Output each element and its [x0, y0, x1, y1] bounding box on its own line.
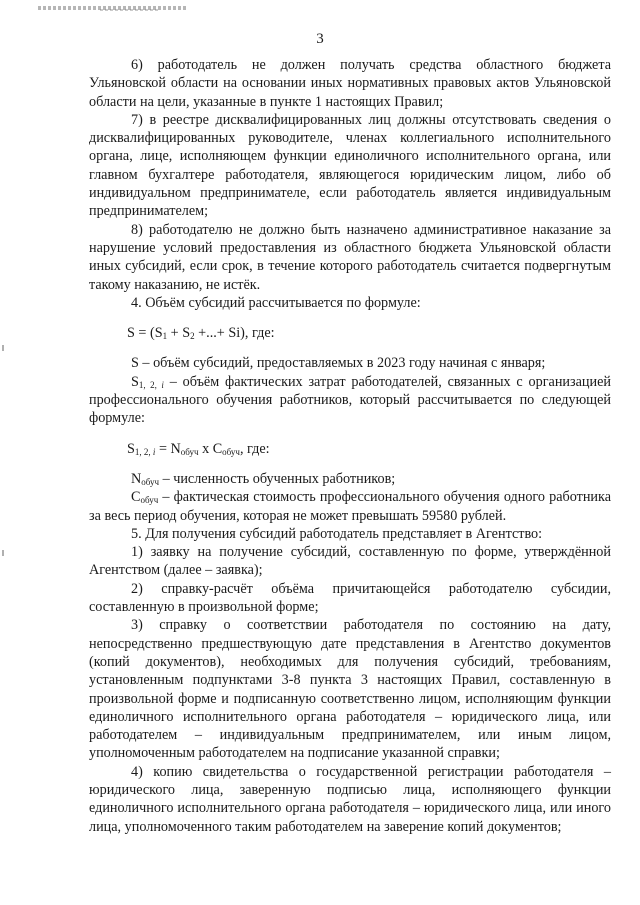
scan-artifact	[2, 345, 4, 351]
formula-s12i: $S_{1, 2, i} = N_{обуч}$ x $C_{обуч}$, где:	[127, 440, 270, 457]
paragraph-5-3: 3) справку о соответствии работодателя по состоянию на дату, непосредственно предшествующую дате представления в Агентство документов (копий документов), необходимых для получения субсидий, требованиям, установленным подпунктами 3-8 пункта 3 настоящих Правил, составленную в произвольной форме и подписанную соответственно лицом, исполняющим функции единоличного исполнительного органа работодателя – юридического лица, или работодателем – индивидуальным предпринимателем, или иным лицом, уполномоченным работодателем на подписание указанной справки;	[89, 617, 611, 762]
scan-artifact	[100, 9, 160, 11]
paragraph-5: 5. Для получения субсидий работодатель представляет в Агентство:	[131, 525, 543, 542]
document-body	[89, 56, 611, 836]
definition-s12i: $S_{1, 2, i}$ – объём фактических затрат работодателей, связанных с организацией профессионального обучения работников, который рассчитывается по следующей формуле:	[89, 373, 611, 427]
paragraph-3-7: 7) в реестре дисквалифицированных лиц должны отсутствовать сведения о дисквалифицированных руководителе, членах коллегиального исполнительного органа, лице, исполняющем функции единоличного исполнительного органа, или главном бухгалтере работодателя, являющегося юридическим лицом, либо об индивидуальном предпринимателе, если работодатель является индивидуальным предпринимателем;	[89, 111, 611, 220]
paragraph-5-2: 2) справку-расчёт объёма причитающейся работодателю субсидии, составленную в произвольной форме;	[89, 580, 611, 616]
paragraph-3-6: 6) работодатель не должен получать средства областного бюджета Ульяновской области на основании иных нормативных правовых актов Ульяновской области на цели, указанные в пункте 1 настоящих Правил;	[89, 57, 611, 110]
paragraph-4: 4. Объём субсидий рассчитывается по формуле:	[131, 294, 421, 311]
definition-c: $C_{обуч}$ – фактическая стоимость профессионального обучения одного работника за весь период обучения, которая не может превышать 59580 рублей.	[89, 489, 611, 524]
definition-s: S – объём субсидий, предоставляемых в 2023 году начиная с января;	[131, 355, 546, 372]
definition-n: $N_{обуч}$ – численность обученных работников;	[131, 470, 396, 487]
paragraph-5-4: 4) копию свидетельства о государственной регистрации работодателя – юридического лица, заверенную подписью лица, исполняющего функции единоличного исполнительного органа работодателя – юридического лица, или иного лица, уполномоченного таким работодателем на заверение копий документов;	[89, 763, 611, 835]
formula-s: $S = (S_1 + S_2$ +...+ Si), где:	[127, 325, 275, 342]
scan-artifact	[2, 550, 4, 556]
paragraph-5-1: 1) заявку на получение субсидий, составленную по форме, утверждённой Агентством (далее – заявка);	[89, 544, 611, 579]
page-number: 3	[316, 31, 324, 47]
paragraph-3-8: 8) работодателю не должно быть назначено административное наказание за нарушение условий предоставления из областного бюджета Ульяновской области иных субсидий, если срок, в течение которого работодатель считается подвергнутым такому наказанию, не истёк.	[89, 221, 611, 293]
